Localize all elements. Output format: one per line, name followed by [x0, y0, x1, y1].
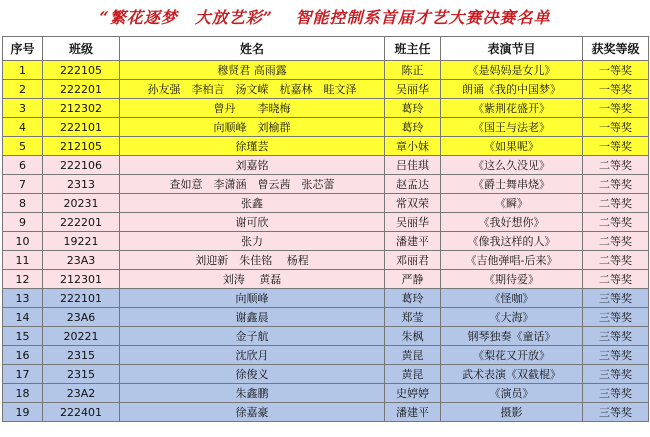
table-row: [3, 327, 649, 346]
cell-program: 《紫荆花盛开》: [441, 99, 583, 118]
cell-award: 二等奖: [583, 156, 649, 175]
cell-program: 《如果呢》: [441, 137, 583, 156]
cell-index: 16: [3, 346, 43, 365]
cell-award: 三等奖: [583, 346, 649, 365]
cell-teacher: 黄昆: [385, 346, 441, 365]
cell-index: 3: [3, 99, 43, 118]
title-slogan: “繁花逐梦 大放艺彩”: [99, 8, 273, 27]
table-body: [3, 61, 649, 422]
cell-teacher: 葛玲: [385, 289, 441, 308]
cell-index: 15: [3, 327, 43, 346]
cell-name: 沈欣月: [120, 346, 385, 365]
cell-name: 刘涛 黄磊: [120, 270, 385, 289]
header-class: 班级: [43, 37, 120, 61]
cell-award: 三等奖: [583, 403, 649, 422]
cell-index: 19: [3, 403, 43, 422]
cell-program: 《瞬》: [441, 194, 583, 213]
cell-award: 三等奖: [583, 384, 649, 403]
table-row: [3, 61, 649, 80]
cell-program: 武术表演《双截棍》: [441, 365, 583, 384]
cell-program: 《是妈妈是女儿》: [441, 61, 583, 80]
cell-index: 18: [3, 384, 43, 403]
cell-class: 2315: [43, 365, 120, 384]
cell-class: 222101: [43, 289, 120, 308]
cell-award: 二等奖: [583, 175, 649, 194]
cell-name: 曾丹 李晓梅: [120, 99, 385, 118]
cell-award: 三等奖: [583, 365, 649, 384]
cell-award: 一等奖: [583, 80, 649, 99]
table-row: [3, 251, 649, 270]
cell-program: 《像我这样的人》: [441, 232, 583, 251]
cell-class: 222201: [43, 213, 120, 232]
cell-award: 一等奖: [583, 137, 649, 156]
cell-name: 谢鑫晨: [120, 308, 385, 327]
cell-index: 4: [3, 118, 43, 137]
cell-program: 《大海》: [441, 308, 583, 327]
cell-name: 徐瑾芸: [120, 137, 385, 156]
cell-index: 13: [3, 289, 43, 308]
table-row: [3, 346, 649, 365]
cell-award: 三等奖: [583, 289, 649, 308]
cell-class: 23A3: [43, 251, 120, 270]
cell-index: 7: [3, 175, 43, 194]
table-row: [3, 156, 649, 175]
cell-index: 2: [3, 80, 43, 99]
table-row: [3, 308, 649, 327]
cell-program: 《期待爱》: [441, 270, 583, 289]
cell-award: 二等奖: [583, 213, 649, 232]
cell-program: 《演员》: [441, 384, 583, 403]
cell-index: 6: [3, 156, 43, 175]
cell-class: 212105: [43, 137, 120, 156]
cell-class: 23A6: [43, 308, 120, 327]
cell-teacher: 赵孟达: [385, 175, 441, 194]
cell-teacher: 郑莹: [385, 308, 441, 327]
results-table: [2, 36, 649, 422]
header-program: 表演节目: [441, 37, 583, 61]
header-award: 获奖等级: [583, 37, 649, 61]
title-main: 智能控制系首届才艺大赛决赛名单: [295, 8, 551, 27]
cell-program: 《爵士舞串烧》: [441, 175, 583, 194]
cell-award: 二等奖: [583, 270, 649, 289]
header-name: 姓名: [120, 37, 385, 61]
cell-class: 23A2: [43, 384, 120, 403]
cell-class: 222401: [43, 403, 120, 422]
cell-name: 张鑫: [120, 194, 385, 213]
table-row: [3, 213, 649, 232]
cell-award: 二等奖: [583, 251, 649, 270]
cell-program: 《我好想你》: [441, 213, 583, 232]
cell-class: 19221: [43, 232, 120, 251]
cell-class: 212301: [43, 270, 120, 289]
cell-class: 2313: [43, 175, 120, 194]
cell-name: 孙友强 李柏言 汤文嵘 杭嘉林 畦文泽: [120, 80, 385, 99]
cell-teacher: 章小妹: [385, 137, 441, 156]
table-row: [3, 194, 649, 213]
cell-name: 朱鑫鹏: [120, 384, 385, 403]
table-row: [3, 99, 649, 118]
cell-index: 5: [3, 137, 43, 156]
cell-award: 一等奖: [583, 118, 649, 137]
cell-index: 10: [3, 232, 43, 251]
cell-name: 刘迎新 朱佳铭 杨程: [120, 251, 385, 270]
table-row: [3, 80, 649, 99]
cell-class: 222201: [43, 80, 120, 99]
cell-teacher: 严静: [385, 270, 441, 289]
cell-teacher: 常双荣: [385, 194, 441, 213]
cell-program: 钢琴独奏《童话》: [441, 327, 583, 346]
cell-name: 查如意 李潇涵 曾云茜 张芯蕾: [120, 175, 385, 194]
cell-program: 朗诵《我的中国梦》: [441, 80, 583, 99]
table-row: [3, 403, 649, 422]
cell-program: 《怪咖》: [441, 289, 583, 308]
cell-teacher: 史婷婷: [385, 384, 441, 403]
cell-program: 《这么久没见》: [441, 156, 583, 175]
cell-program: 《吉他弹唱-后来》: [441, 251, 583, 270]
cell-award: 二等奖: [583, 194, 649, 213]
cell-class: 222106: [43, 156, 120, 175]
cell-class: 2315: [43, 346, 120, 365]
table-row: [3, 289, 649, 308]
page-title: [0, 0, 650, 36]
cell-teacher: 吕佳琪: [385, 156, 441, 175]
cell-class: 222101: [43, 118, 120, 137]
cell-name: 徐俊义: [120, 365, 385, 384]
cell-award: 三等奖: [583, 308, 649, 327]
cell-index: 17: [3, 365, 43, 384]
cell-index: 14: [3, 308, 43, 327]
cell-class: 212302: [43, 99, 120, 118]
cell-name: 金子航: [120, 327, 385, 346]
header-teacher: 班主任: [385, 37, 441, 61]
table-row: [3, 365, 649, 384]
cell-index: 8: [3, 194, 43, 213]
cell-program: 《梨花又开放》: [441, 346, 583, 365]
cell-teacher: 葛玲: [385, 99, 441, 118]
cell-class: 20231: [43, 194, 120, 213]
table-row: [3, 118, 649, 137]
cell-index: 9: [3, 213, 43, 232]
cell-name: 张力: [120, 232, 385, 251]
cell-teacher: 潘建平: [385, 232, 441, 251]
cell-teacher: 邓丽君: [385, 251, 441, 270]
table-row: [3, 270, 649, 289]
header-index: 序号: [3, 37, 43, 61]
cell-name: 穆贤君 高雨露: [120, 61, 385, 80]
cell-class: 20221: [43, 327, 120, 346]
cell-award: 三等奖: [583, 327, 649, 346]
cell-name: 向顺峰 刘榆群: [120, 118, 385, 137]
table-header-row: [3, 37, 649, 61]
cell-class: 222105: [43, 61, 120, 80]
cell-program: 《国王与法老》: [441, 118, 583, 137]
cell-teacher: 吴丽华: [385, 80, 441, 99]
table-row: [3, 175, 649, 194]
cell-teacher: 潘建平: [385, 403, 441, 422]
cell-award: 一等奖: [583, 61, 649, 80]
cell-name: 谢可欣: [120, 213, 385, 232]
cell-name: 刘嘉铭: [120, 156, 385, 175]
cell-teacher: 黄昆: [385, 365, 441, 384]
cell-teacher: 葛玲: [385, 118, 441, 137]
table-row: [3, 232, 649, 251]
cell-name: 向顺峰: [120, 289, 385, 308]
cell-teacher: 陈正: [385, 61, 441, 80]
cell-award: 一等奖: [583, 99, 649, 118]
cell-name: 徐嘉豪: [120, 403, 385, 422]
cell-teacher: 吴丽华: [385, 213, 441, 232]
cell-index: 1: [3, 61, 43, 80]
table-row: [3, 384, 649, 403]
cell-award: 二等奖: [583, 232, 649, 251]
cell-program: 摄影: [441, 403, 583, 422]
cell-index: 11: [3, 251, 43, 270]
cell-teacher: 朱枫: [385, 327, 441, 346]
table-row: [3, 137, 649, 156]
cell-index: 12: [3, 270, 43, 289]
